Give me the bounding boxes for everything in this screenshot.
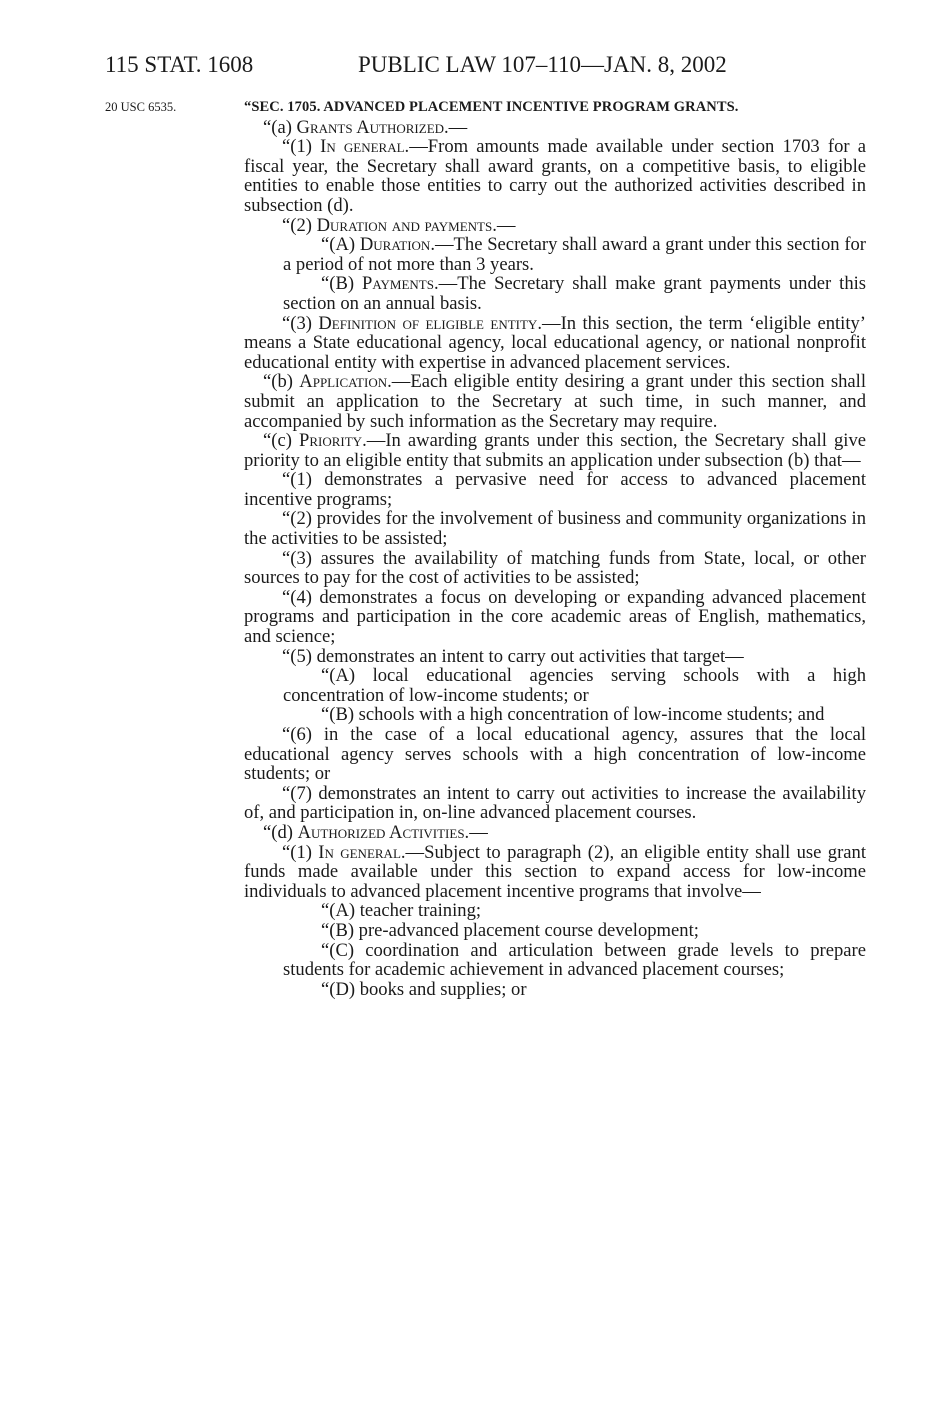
paragraph <box>244 235 866 274</box>
paragraph-heading: Duration and payments <box>316 214 493 236</box>
paragraph-text: “(1) <box>282 841 319 863</box>
paragraph-heading: Duration <box>359 234 431 256</box>
paragraph-text: “(a) <box>263 116 297 138</box>
paragraph-text: “(1) demonstrates a pervasive need for access to advanced placement incentive programs; <box>244 469 866 510</box>
paragraph-text: “(D) books and supplies; or <box>321 978 527 1000</box>
paragraph <box>244 118 866 138</box>
paragraph-text: “(3) <box>282 312 319 334</box>
paragraph <box>244 431 866 470</box>
paragraph-heading: Priority <box>299 430 363 452</box>
paragraph <box>244 921 866 941</box>
paragraph-text: “(2) provides for the involvement of business and community organizations in the activities to be assisted; <box>244 508 866 550</box>
paragraph <box>244 647 866 667</box>
paragraph-heading: Definition of eligible entity <box>318 312 538 334</box>
paragraph-text: “(A) teacher training; <box>321 900 482 922</box>
paragraph <box>244 823 866 843</box>
paragraph <box>244 843 866 902</box>
paragraph <box>244 216 866 236</box>
paragraph <box>244 274 866 313</box>
paragraph <box>244 784 866 823</box>
paragraph-text: “(5) demonstrates an intent to carry out activities that target— <box>282 645 744 667</box>
paragraph <box>244 549 866 588</box>
paragraph-text: “(A) <box>321 234 360 256</box>
paragraph-text: “(C) coordination and articulation between grade levels to prepare students for academic achievement in advanced placement courses; <box>283 939 866 981</box>
paragraph-heading: Payments <box>362 273 434 295</box>
margin-citation: 20 USC 6535. <box>105 100 177 114</box>
document-body <box>244 98 866 999</box>
paragraph-text: “(1) <box>282 136 321 158</box>
paragraph-text: .—The Secretary shall award a grant under this section for a period of not more than 3 years. <box>283 234 866 275</box>
paragraph <box>244 470 866 509</box>
page-header-law: PUBLIC LAW 107–110—JAN. 8, 2002 <box>358 52 727 77</box>
section-heading <box>244 98 866 118</box>
paragraph <box>244 509 866 548</box>
paragraph-heading: Grants Authorized <box>296 116 445 138</box>
paragraph-text: “(c) <box>263 430 300 452</box>
paragraph-heading: In general <box>318 841 401 863</box>
paragraph <box>244 725 866 784</box>
page-header-stat: 115 STAT. 1608 <box>105 52 254 77</box>
paragraph-text: .— <box>444 116 468 138</box>
paragraph-heading: In general <box>320 136 405 158</box>
paragraph <box>244 666 866 705</box>
paragraph <box>244 980 866 1000</box>
paragraph-text: .—Subject to paragraph (2), an eligible entity shall use grant funds made available under this section to expand access for low-income individuals to advanced placement incentive programs that involve— <box>244 841 866 902</box>
paragraph-text: .—The Secretary shall make grant payments under this section on an annual basis. <box>283 273 867 314</box>
paragraph-text: “(A) local educational agencies serving schools with a high concentration of low-income students; or <box>283 665 866 706</box>
paragraph-text: .— <box>492 214 516 236</box>
paragraph-text: “SEC. 1705. ADVANCED PLACEMENT INCENTIVE PROGRAM GRANTS. <box>244 99 739 115</box>
paragraph-text: “(B) pre-advanced placement course development; <box>321 919 699 941</box>
paragraph-text: “(B) schools with a high concentration of low-income students; and <box>321 704 825 726</box>
paragraph-text: .—From amounts made available under section 1703 for a fiscal year, the Secretary shall award grants, on a competitive basis, to eligible entities to enable those entities to carry out the authorized activities described in subsection (d). <box>244 136 866 216</box>
paragraph-text: “(b) <box>263 371 300 393</box>
paragraph-text: .—Each eligible entity desiring a grant under this section shall submit an application to the Secretary at such time, in such manner, and accompanied by such information as the Secretary may require. <box>244 371 866 432</box>
paragraph-text: .—In this section, the term ‘eligible entity’ means a State educational agency, local educational agency, or national nonprofit educational entity with expertise in advanced placement services. <box>244 312 866 373</box>
paragraph <box>244 941 866 980</box>
paragraph-text: “(3) assures the availability of matching funds from State, local, or other sources to pay for the cost of activities to be assisted; <box>244 547 866 589</box>
paragraph-text: “(B) <box>321 273 362 295</box>
paragraph-text: “(6) in the case of a local educational agency, assures that the local educational agency serves schools with a high concentration of low-income students; or <box>244 724 866 785</box>
paragraph-heading: Application <box>299 371 388 393</box>
paragraph-text: “(4) demonstrates a focus on developing or expanding advanced placement programs and participation in the core academic areas of English, mathematics, and science; <box>244 586 866 648</box>
paragraph <box>244 137 866 215</box>
paragraph <box>244 314 866 373</box>
paragraph-text: “(2) <box>282 214 317 236</box>
paragraph-text: “(d) <box>263 821 298 843</box>
paragraph-text: “(7) demonstrates an intent to carry out activities to increase the availability of, and participation in, on-line advanced placement courses. <box>244 782 866 824</box>
paragraph <box>244 588 866 647</box>
paragraph <box>244 901 866 921</box>
paragraph <box>244 705 866 725</box>
paragraph-heading: Authorized Activities <box>297 821 465 843</box>
paragraph-text: .— <box>464 821 488 843</box>
paragraph-text: .—In awarding grants under this section, the Secretary shall give priority to an eligible entity that submits an application under subsection (b) that— <box>244 430 867 471</box>
paragraph <box>244 372 866 431</box>
